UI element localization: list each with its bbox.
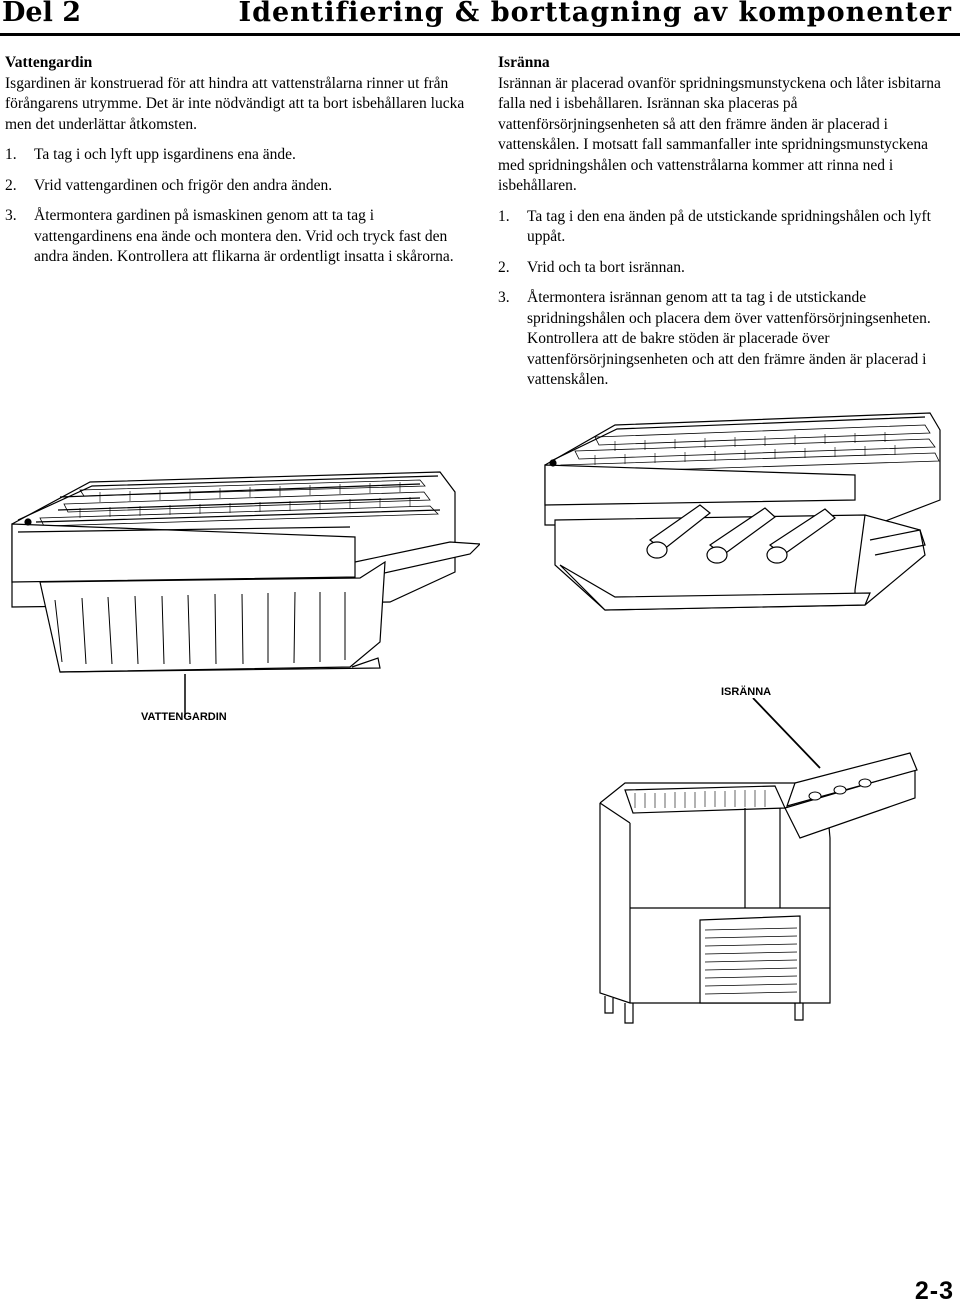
section-label: Del 2	[2, 0, 82, 28]
label-isranna: ISRÄNNA	[721, 686, 772, 698]
intro-isranna: Isrännan är placerad ovanför spridningsmunstyckena och låter isbitarna falla ned i isbehållaren. Isrännan ska placeras på vattenförsörjningsenheten så att den främre änden är placerad i vattenskålen. I motsatt fall sammanfaller inte spridningsmunstyckena med spridningshålen och vattenstrålarna kommer att rinna ned i isbehållaren.	[498, 74, 941, 194]
left-column	[5, 53, 475, 278]
step-text: Ta tag i den ena änden på de utstickande spridningshålen och lyft uppåt.	[527, 207, 931, 245]
header-rule	[0, 33, 960, 36]
step-number: 1.	[5, 146, 17, 163]
right-column	[498, 53, 958, 401]
step-item	[5, 176, 475, 197]
ice-chute-illustration	[525, 405, 955, 695]
step-item	[498, 258, 958, 279]
label-vattengardin: VATTENGARDIN	[141, 711, 227, 723]
step-number: 1.	[498, 207, 510, 225]
step-text: Vrid och ta bort isrännan.	[527, 258, 685, 276]
step-text: Återmontera isrännan genom att ta tag i de utstickande spridningshålen och placera dem över vattenförsörjningsenheten. Kontrollera att de bakre stöden är placerade över vattenförsörjningsenheten och att den främre änden är placerad i vattenskålen.	[527, 289, 931, 388]
intro-vattengardin: Isgardinen är konstruerad för att hindra att vattenstrålarna rinner ut från förångarens utrymme. Det är inte nödvändigt att ta bort isbehållaren lucka men det underlättar åtkomsten.	[5, 74, 465, 133]
step-item	[5, 145, 475, 166]
step-text: Vrid vattengardinen och frigör den andra änden.	[34, 176, 333, 194]
step-number: 3.	[498, 289, 510, 306]
water-curtain-illustration	[0, 462, 480, 722]
heading-isranna: Isränna	[498, 54, 550, 71]
step-item	[498, 207, 958, 248]
step-text: Ta tag i och lyft upp isgardinens ena ände.	[34, 146, 296, 163]
heading-vattengardin: Vattengardin	[5, 54, 93, 71]
step-number: 3.	[5, 207, 17, 224]
page-number: 2-3	[914, 1277, 954, 1305]
step-number: 2.	[5, 176, 17, 194]
step-item	[5, 206, 475, 268]
step-text: Återmontera gardinen på ismaskinen genom att ta tag i vattengardinens ena ände och montera den. Vrid och tryck fast den andra änden. Kontrollera att flikarna är ordentligt insatta i skårorna.	[34, 207, 454, 265]
page-header	[0, 0, 960, 34]
step-item	[498, 288, 958, 391]
ice-machine-illustration	[585, 698, 930, 1078]
step-number: 2.	[498, 258, 510, 276]
page-title: Identifiering & borttagning av komponenter	[238, 0, 952, 28]
